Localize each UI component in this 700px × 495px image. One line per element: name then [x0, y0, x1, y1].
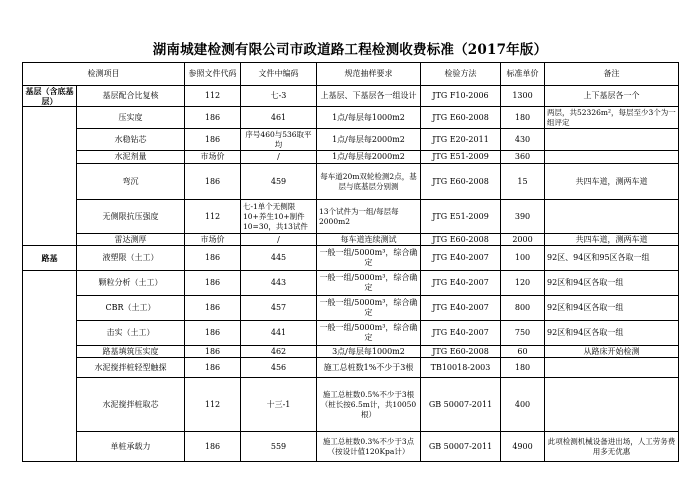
cell-note: 从路床开始检测: [545, 346, 679, 358]
cell-method: GB 50007-2011: [421, 378, 501, 432]
cell-ref: 112: [185, 378, 241, 432]
cell-note: [545, 358, 679, 378]
cell-code: 441: [241, 321, 317, 346]
group-spacer: [23, 271, 77, 462]
cell-method: JTG E40-2007: [421, 321, 501, 346]
cell-requirement: 1点/每层每2000m2: [317, 151, 421, 164]
cell-ref: 186: [185, 107, 241, 129]
table-row: [23, 296, 679, 321]
cell-code: 445: [241, 246, 317, 271]
cell-ref: 186: [185, 321, 241, 346]
cell-code: 456: [241, 358, 317, 378]
cell-requirement: 上基层、下基层各一组设计: [317, 86, 421, 107]
cell-item: 颗粒分析（土工）: [77, 271, 185, 296]
cell-method: TB10018-2003: [421, 358, 501, 378]
cell-method: JTG E51-2009: [421, 200, 501, 234]
cell-item: 路基填筑压实度: [77, 346, 185, 358]
group-label-subgrade: 路基: [23, 246, 77, 271]
header-requirement: 规范抽样要求: [317, 63, 421, 86]
cell-item: 弯沉: [77, 164, 185, 200]
cell-price: 15: [501, 164, 545, 200]
cell-requirement: 每车道连续测试: [317, 234, 421, 246]
cell-price: 390: [501, 200, 545, 234]
cell-note: [545, 151, 679, 164]
cell-ref: 186: [185, 129, 241, 151]
table-row: [23, 151, 679, 164]
cell-price: 100: [501, 246, 545, 271]
cell-price: 180: [501, 358, 545, 378]
header-ref: 参照文件代码: [185, 63, 241, 86]
table-row: [23, 346, 679, 358]
cell-requirement: 施工总桩数0.3%不少于3点（按设计值120Kpa计）: [317, 432, 421, 462]
cell-note: 92区、94区和95区各取一组: [545, 246, 679, 271]
table-row: [23, 321, 679, 346]
cell-item: 雷达测厚: [77, 234, 185, 246]
cell-method: JTG E60-2008: [421, 107, 501, 129]
cell-item: 无侧限抗压强度: [77, 200, 185, 234]
cell-note: 共四车道，测两车道: [545, 164, 679, 200]
table-row: [23, 432, 679, 462]
cell-note: [545, 200, 679, 234]
cell-method: JTG E40-2007: [421, 271, 501, 296]
header-note: 备注: [545, 63, 679, 86]
table-row: [23, 234, 679, 246]
cell-code: 十三-1: [241, 378, 317, 432]
cell-method: JTG E40-2007: [421, 246, 501, 271]
cell-code: /: [241, 234, 317, 246]
page-title: 湖南城建检测有限公司市政道路工程检测收费标准（2017年版）: [152, 42, 548, 58]
cell-item: 水泥搅拌桩取芯: [77, 378, 185, 432]
cell-ref: 186: [185, 271, 241, 296]
group-label-base: 基层（含底基层）: [23, 86, 77, 107]
cell-ref: 186: [185, 164, 241, 200]
cell-price: 800: [501, 296, 545, 321]
cell-price: 2000: [501, 234, 545, 246]
cell-requirement: 13个试件为一组/每层每2000m2: [317, 200, 421, 234]
cell-ref: 186: [185, 346, 241, 358]
table-row: [23, 246, 679, 271]
header-price: 标准单价: [501, 63, 545, 86]
cell-item: CBR（土工）: [77, 296, 185, 321]
header-method: 检验方法: [421, 63, 501, 86]
cell-code: 459: [241, 164, 317, 200]
table-row: [23, 86, 679, 107]
cell-requirement: 每车道20m双轮检测2点，基层与底基层分别测: [317, 164, 421, 200]
cell-price: 1300: [501, 86, 545, 107]
cell-note: 92区和94区各取一组: [545, 271, 679, 296]
cell-ref: 186: [185, 296, 241, 321]
table-row: [23, 358, 679, 378]
cell-requirement: 3点/每层每1000m2: [317, 346, 421, 358]
cell-item: 压实度: [77, 107, 185, 129]
cell-item: 水泥剂量: [77, 151, 185, 164]
cell-note: 共四车道，测两车道: [545, 234, 679, 246]
cell-price: 120: [501, 271, 545, 296]
cell-ref: 186: [185, 358, 241, 378]
cell-code: 461: [241, 107, 317, 129]
cell-note: 92区和94区各取一组: [545, 296, 679, 321]
header-item: 检测项目: [23, 63, 185, 86]
cell-requirement: 施工总桩数0.5%不少于3根（桩长按6.5m计，共10050根）: [317, 378, 421, 432]
cell-code: 559: [241, 432, 317, 462]
cell-item: 水泥搅拌桩轻型触探: [77, 358, 185, 378]
table-row: [23, 107, 679, 129]
cell-code: 序号460与536取平均: [241, 129, 317, 151]
cell-method: JTG E51-2009: [421, 151, 501, 164]
cell-method: JTG E60-2008: [421, 234, 501, 246]
table-row: [23, 378, 679, 432]
cell-price: 400: [501, 378, 545, 432]
cell-price: 180: [501, 107, 545, 129]
cell-requirement: 一般一组/5000m³，综合确定: [317, 296, 421, 321]
cell-method: GB 50007-2011: [421, 432, 501, 462]
cell-requirement: 一般一组/5000m³，综合确定: [317, 271, 421, 296]
cell-code: /: [241, 151, 317, 164]
cell-code: 462: [241, 346, 317, 358]
cell-ref: 市场价: [185, 234, 241, 246]
group-spacer: [23, 107, 77, 246]
cell-price: 750: [501, 321, 545, 346]
cell-note: [545, 129, 679, 151]
cell-requirement: 1点/每层每1000m2: [317, 107, 421, 129]
cell-ref: 112: [185, 200, 241, 234]
cell-ref: 市场价: [185, 151, 241, 164]
cell-note: 上下基层各一个: [545, 86, 679, 107]
cell-price: 430: [501, 129, 545, 151]
cell-code: 443: [241, 271, 317, 296]
cell-code: 457: [241, 296, 317, 321]
cell-note: 92区和94区各取一组: [545, 321, 679, 346]
table-row: [23, 129, 679, 151]
cell-ref: 186: [185, 246, 241, 271]
cell-requirement: 1点/每层每2000m2: [317, 129, 421, 151]
cell-item: 液塑限（土工）: [77, 246, 185, 271]
cell-method: JTG E60-2008: [421, 164, 501, 200]
cell-requirement: 一般一组/5000m³，综合确定: [317, 246, 421, 271]
cell-method: JTG E60-2008: [421, 346, 501, 358]
cell-item: 击实（土工）: [77, 321, 185, 346]
cell-note: 两层，共52326m²，每层至少3个为一组评定: [545, 107, 679, 129]
table-row: [23, 200, 679, 234]
fee-table: [22, 62, 679, 462]
cell-ref: 112: [185, 86, 241, 107]
cell-code: 七-3: [241, 86, 317, 107]
cell-price: 60: [501, 346, 545, 358]
cell-requirement: 施工总桩数1%不少于3根: [317, 358, 421, 378]
cell-method: JTG E40-2007: [421, 296, 501, 321]
header-code: 文件中编码: [241, 63, 317, 86]
cell-item: 基层配合比复核: [77, 86, 185, 107]
table-row: [23, 164, 679, 200]
cell-item: 单桩承载力: [77, 432, 185, 462]
cell-note: [545, 378, 679, 432]
cell-price: 360: [501, 151, 545, 164]
cell-method: JTG F10-2006: [421, 86, 501, 107]
cell-code: 七-1单个无侧限10+养生10+制件10=30，共13试件: [241, 200, 317, 234]
cell-item: 水稳钻芯: [77, 129, 185, 151]
header-row: [23, 63, 679, 86]
cell-ref: 186: [185, 432, 241, 462]
cell-requirement: 一般一组/5000m³，综合确定: [317, 321, 421, 346]
cell-price: 4900: [501, 432, 545, 462]
table-row: [23, 271, 679, 296]
cell-note: 此项检测机械设备进出场，人工劳务费用多无优惠: [545, 432, 679, 462]
cell-method: JTG E20-2011: [421, 129, 501, 151]
